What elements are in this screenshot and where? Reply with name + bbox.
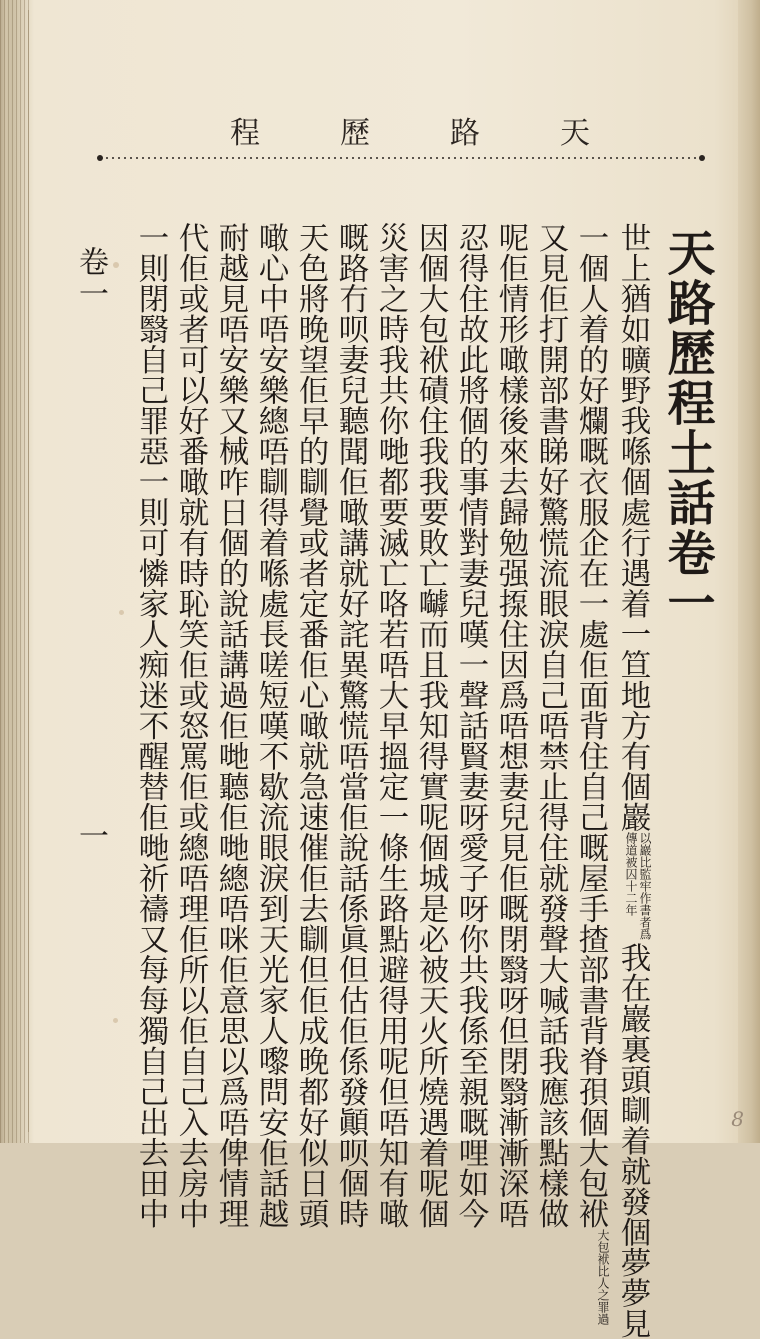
text-column: 忍得住故此將個的事情對妻兒嘆一聲話賢妻呀愛子呀你共我係至親嘅哩如今 — [453, 222, 488, 1229]
header-char: 歷 — [340, 116, 370, 151]
header-char: 天 — [560, 116, 590, 151]
book-edge-pages — [0, 0, 30, 1143]
dotted-rule — [96, 154, 706, 162]
text-column: 嘅路冇呗妻兒聽聞佢噉講就好詫異驚慌唔當佢說話係眞但估佢係發顚呗個時 — [333, 222, 368, 1229]
header-char: 路 — [450, 116, 480, 151]
text-column: 噉心中唔安樂總唔瞓得着喺處長嗟短嘆不歇流眼淚到天光家人嚟問安佢話越 — [253, 222, 288, 1229]
text-column: 耐越見唔安樂又械咋日個的說話講過佢哋聽佢哋總唔咪佢意思以爲唔俾情理 — [213, 222, 248, 1229]
text-column: 代佢或者可以好番噉就有時恥笑佢或怒罵佢或總唔理佢所以佢自己入去房中 — [173, 222, 208, 1229]
column-rest: 我在巖裏頭瞓着就發個夢夢見 — [615, 942, 650, 1339]
chapter-title: 天路歷程土話卷一 — [659, 228, 715, 628]
text-column: 災害之時我共你哋都要滅亡咯若唔大早搵定一條生路點避得用呢但唔知有噉 — [373, 222, 408, 1229]
page-number: 一 — [73, 820, 108, 850]
column-annotation: 大包袱比人之罪過 — [596, 1228, 610, 1325]
text-column: 天色將晚望佢早的瞓覺或者定番佢心噉就急速催佢去瞓但佢成晚都好似日頭 — [293, 222, 328, 1229]
header-char: 程 — [230, 116, 260, 151]
text-column — [612, 222, 652, 1339]
pencil-folio: 8 — [731, 1107, 744, 1131]
vertical-text-block — [62, 222, 722, 1339]
text-column: 呢佢情形噉樣後來去歸勉强揼住因爲唔想妻兒見佢嘅閉翳呀但閉翳漸漸深唔 — [493, 222, 528, 1229]
header-rule — [96, 154, 706, 162]
text-column: 因個大包袱磧住我我要敗亡嚹而且我知得實呢個城是必被天火所燒遇着呢個 — [413, 222, 448, 1229]
running-header — [230, 108, 590, 152]
text-column: 又見佢打開部書睇好驚慌流眼淚自己唔禁止得住就發聲大喊話我應該點樣做 — [533, 222, 568, 1229]
text-column: 一則閉翳自己罪惡一則可憐家人痴迷不醒替佢哋祈禱又每每獨自己出去田中 — [133, 222, 168, 1229]
volume-label: 卷一 — [73, 246, 108, 310]
text-column — [570, 222, 610, 1325]
column-main: 一個人着的好爛嘅衣服企在一處佢面背住自己嘅屋手揸部書背脊孭個大包袱 — [573, 222, 608, 1229]
column-annotation: 以巖比監牢作書者爲傳道被囚十二年 — [624, 832, 652, 940]
column-main: 世上猶如曠野我喺個處行遇着一笪地方有個巖 — [615, 222, 650, 832]
facing-page-edge — [738, 0, 760, 1143]
